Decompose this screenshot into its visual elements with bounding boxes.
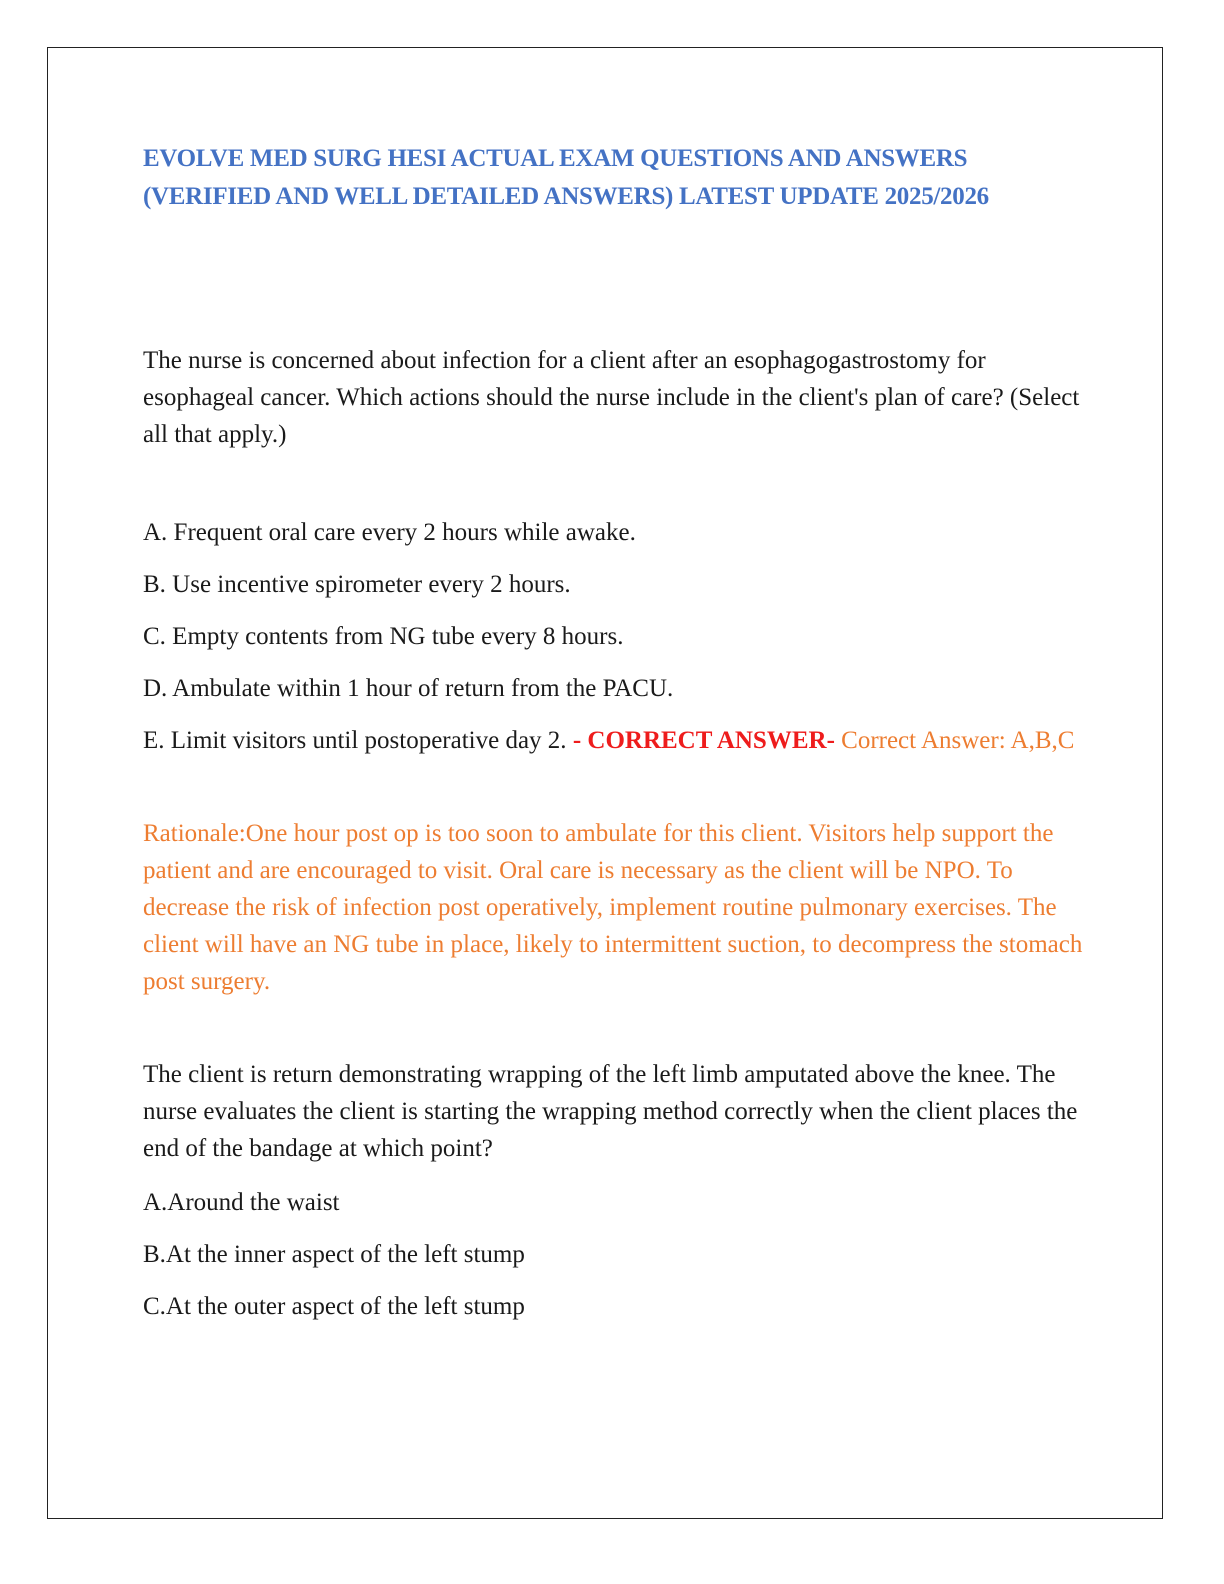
question-2-option-a: A.Around the waist (143, 1189, 340, 1216)
document-content (143, 140, 1083, 1341)
question-1-option-d: D. Ambulate within 1 hour of return from the PACU. (143, 675, 674, 702)
correct-answer-dash: - (826, 727, 835, 754)
correct-answer-text: Correct Answer: A,B,C (834, 727, 1075, 754)
question-2-options (143, 1185, 1083, 1325)
question-2-option-c: C.At the outer aspect of the left stump (143, 1293, 525, 1320)
question-1-option-a: A. Frequent oral care every 2 hours while awake. (143, 519, 636, 546)
question-1-option-c: C. Empty contents from NG tube every 8 hours. (143, 623, 624, 650)
question-1-option-e: E. Limit visitors until postoperative day 2. (143, 727, 567, 754)
question-2-option-b: B.At the inner aspect of the left stump (143, 1241, 525, 1268)
question-1-option-e-with-answer (143, 723, 1083, 759)
question-1-options (143, 515, 1083, 759)
correct-answer-label: - CORRECT ANSWER (572, 727, 827, 754)
question-1-rationale: Rationale:One hour post op is too soon to ambulate for this client. Visitors help support the patient and are encouraged to visit. Oral care is necessary as the client will be NPO. To decrease the risk of infection post operatively, implement routine pulmonary exercises. The client will have an NG tube in place, likely to intermittent suction, to decompress the stomach post surgery. (143, 820, 1083, 995)
question-1-stem: The nurse is concerned about infection for a client after an esophagogastrostomy for esophageal cancer. Which actions should the nurse include in the client's plan of care? (Select all that apply.) (143, 347, 1080, 448)
question-1-option-b: B. Use incentive spirometer every 2 hours. (143, 571, 571, 598)
document-title: EVOLVE MED SURG HESI ACTUAL EXAM QUESTIONS AND ANSWERS (VERIFIED AND WELL DETAILED ANSWERS) LATEST UPDATE 2025/2026 (143, 145, 989, 210)
question-2-stem: The client is return demonstrating wrapping of the left limb amputated above the knee. The nurse evaluates the client is starting the wrapping method correctly when the client places the end of the bandage at which point? (143, 1061, 1078, 1162)
